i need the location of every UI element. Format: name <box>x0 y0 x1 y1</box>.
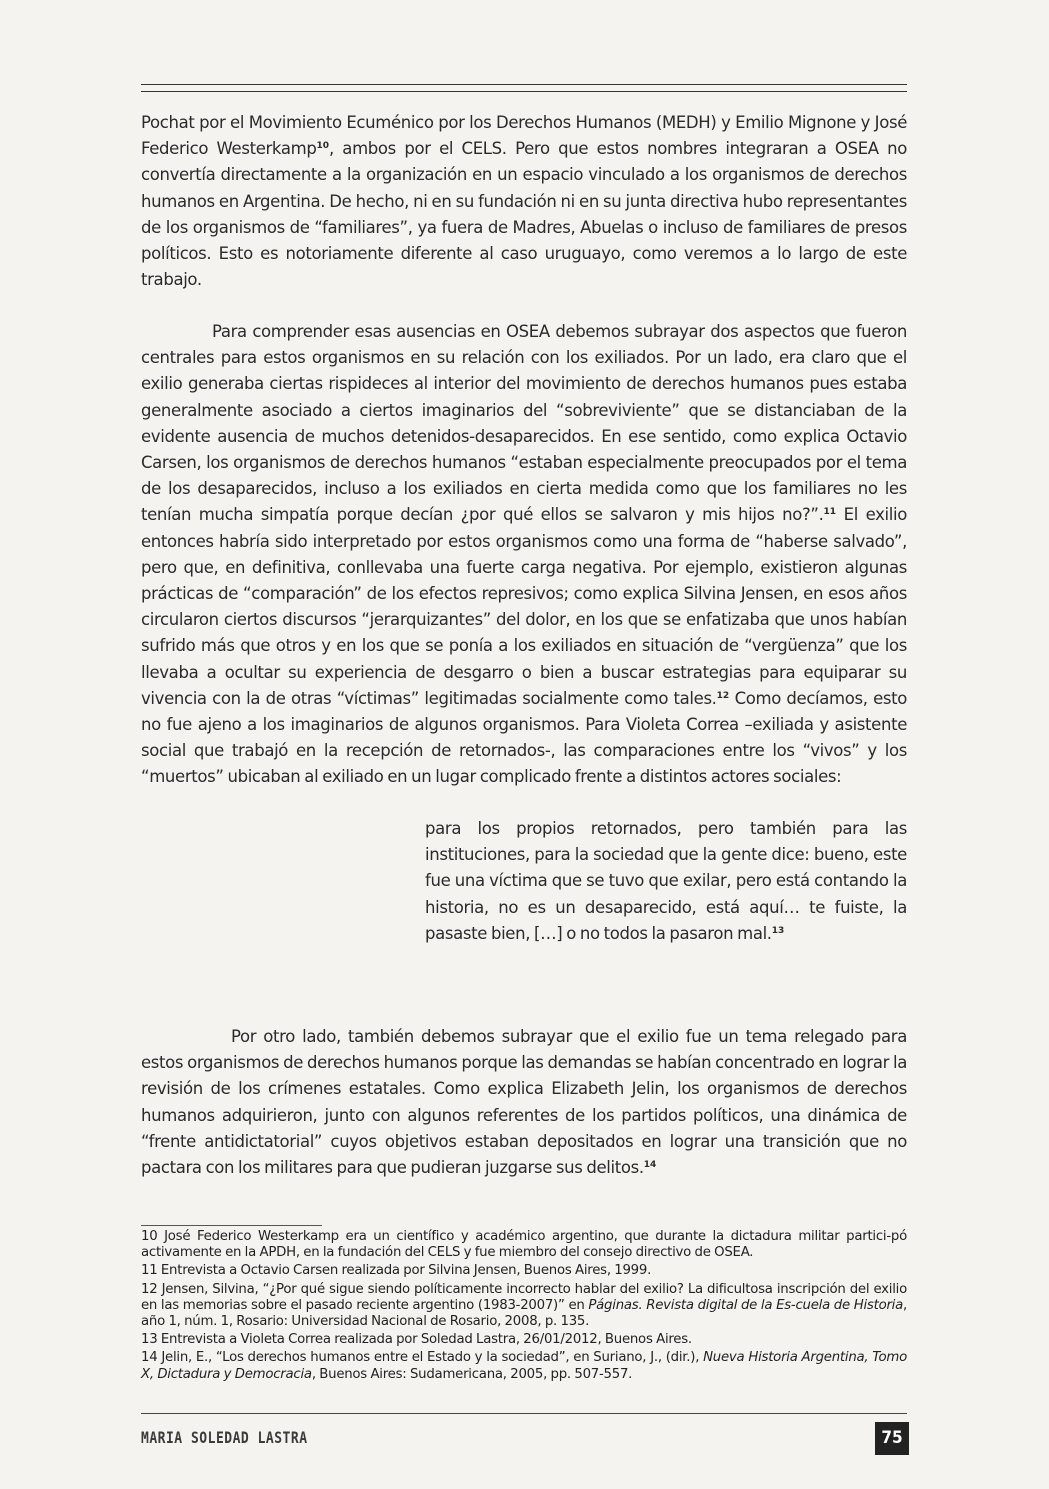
body-middle <box>141 319 907 791</box>
footnote-14-text-a: 14 Jelin, E., “Los derechos humanos entre el Estado y la sociedad”, en Suriano, J., (dir.), <box>141 1350 704 1366</box>
footnote-ref-13[interactable]: 13 <box>771 925 785 936</box>
paragraph-1-text-a: Pochat por el Movimiento Ecuménico por los Derechos Humanos (MEDH) y Emilio Mignone y José Federico Westerkamp <box>141 113 907 159</box>
paragraph-3 <box>141 1024 907 1181</box>
footnote-ref-14[interactable]: 14 <box>643 1160 657 1171</box>
footnote-ref-10[interactable]: 10 <box>316 141 329 152</box>
footnote-12-journal: Páginas. Revista digital de la Es-cuela de Historia <box>588 1297 904 1313</box>
footnotes <box>141 1229 907 1385</box>
footnote-11: 11 Entrevista a Octavio Carsen realizada por Silvina Jensen, Buenos Aires, 1999. <box>141 1263 652 1279</box>
footnote-12 <box>141 1282 907 1331</box>
footnote-separator <box>141 1225 322 1226</box>
paragraph-1-text-b: , ambos por el CELS. Pero que estos nombres integraran a OSEA no convertía directamente a la organización en un espacio vinculado a los organismos de derechos humanos en Argentina. De hecho, ni en su fundación ni en su junta directiva hubo representantes de los organismos de “familiares”, ya fuera de Madres, Abuelas o incluso de familiares de presos políticos. Esto es notoriamente diferente al caso uruguayo, como veremos a lo largo de este trabajo. <box>141 139 907 290</box>
paragraph-2-text-b: El exilio entonces habría sido interpretado por estos organismos como una forma de “haberse salvado”, pero que, en definitiva, conllevaba una fuerte carga negativa. Por ejemplo, existieron algunas prácticas de “comparación” de los efectos represivos; como explica Silvina Jensen, en esos años circularon ciertos discursos “jerarquizantes” del dolor, en los que se enfatizaba que unos habían sufrido más que otros y en los que se ponía a los exiliados en situación de “vergüenza” que los llevaba a ocultar su experiencia de desgarro o bien a buscar estrategias para equiparar su vivencia con la de otras “víctimas” legitimadas socialmente como tales. <box>141 505 907 708</box>
header-double-rule <box>141 84 907 92</box>
paragraph-2-text-c: Como decíamos, esto no fue ajeno a los imaginarios de algunos organismos. Para Violeta Correa –exiliada y asistente social que trabajó en la recepción de retornados-, las comparaciones entre los “vivos” y los “muertos” ubicaban al exiliado en un lugar complicado frente a distintos actores sociales: <box>141 688 907 787</box>
paragraph-2-text-a: Para comprender esas ausencias en OSEA debemos subrayar dos aspectos que fueron centrales para estos organismos en su relación con los exiliados. Por un lado, era claro que el exilio generaba ciertas rispideces al interior del movimiento de derechos humanos pues estaba generalmente asociado a ciertos imaginarios del “sobreviviente” que se distanciaban de la evidente ausencia de muchos detenidos-desaparecidos. En ese sentido, como explica Octavio Carsen, los organismos de derechos humanos “estaban especialmente preocupados por el tema de los desaparecidos, incluso a los exiliados en cierta medida como que los familiares no les tenían mucha simpatía porque decían ¿por qué ellos se salvaron y mis hijos no?”. <box>141 322 907 525</box>
footnote-12-text-a: 12 Jensen, Silvina, “¿Por qué sigue siendo políticamente incorrecto hablar del exilio? La dificultosa inscripción del exilio en las memorias sobre el pasado reciente argentino (1983-2007)” en <box>141 1281 907 1313</box>
paragraph-2 <box>141 319 907 791</box>
block-quote-text <box>425 816 907 947</box>
paragraph-3-text: Por otro lado, también debemos subrayar que el exilio fue un tema relegado para estos organismos de derechos humanos porque las demandas se habían concentrado en lograr la revisión de los crímenes estatales. Como explica Elizabeth Jelin, los organismos de derechos humanos adquirieron, junto con algunos referentes de los partidos políticos, una dinámica de “frente antidictatorial” cuyos objetivos estaban depositados en lograr una transición que no pactara con los militares para que pudieran juzgarse sus delitos. <box>141 1027 907 1178</box>
footnote-14 <box>141 1350 907 1382</box>
footnote-ref-12[interactable]: 12 <box>716 690 730 701</box>
page-number: 75 <box>875 1422 909 1455</box>
footnote-12-text-b: , año 1, núm. 1, Rosario: Universidad Nacional de Rosario, 2008, p. 135. <box>141 1297 907 1330</box>
footer-author: MARIA SOLEDAD LASTRA <box>141 1429 308 1448</box>
footnote-14-text-b: , Buenos Aires: Sudamericana, 2005, pp. 507-557. <box>311 1366 633 1382</box>
footnote-13: 13 Entrevista a Violeta Correa realizada por Soledad Lastra, 26/01/2012, Buenos Aires. <box>141 1332 692 1348</box>
footer-rule <box>141 1413 907 1414</box>
quote-text: para los propios retornados, pero también para las instituciones, para la sociedad que la gente dice: bueno, este fue una víctima que se tuvo que exilar, pero está contando la historia, no es un desaparecido, está aquí… te fuiste, la pasaste bien, […] o no todos la pasaron mal. <box>425 819 907 943</box>
block-quote <box>425 816 907 947</box>
footnote-10: 10 José Federico Westerkamp era un científico y académico argentino, que durante la dictadura militar partici-pó activamente en la APDH, en la fundación del CELS y fue miembro del consejo directivo de OSEA. <box>141 1229 907 1261</box>
footnote-14-book: Nueva Historia Argentina, Tomo X, Dictadura y Democracia <box>141 1350 907 1382</box>
body-top <box>141 110 907 293</box>
body-bottom <box>141 1024 907 1181</box>
paragraph-1 <box>141 110 907 293</box>
footnote-ref-11[interactable]: 11 <box>823 507 837 518</box>
